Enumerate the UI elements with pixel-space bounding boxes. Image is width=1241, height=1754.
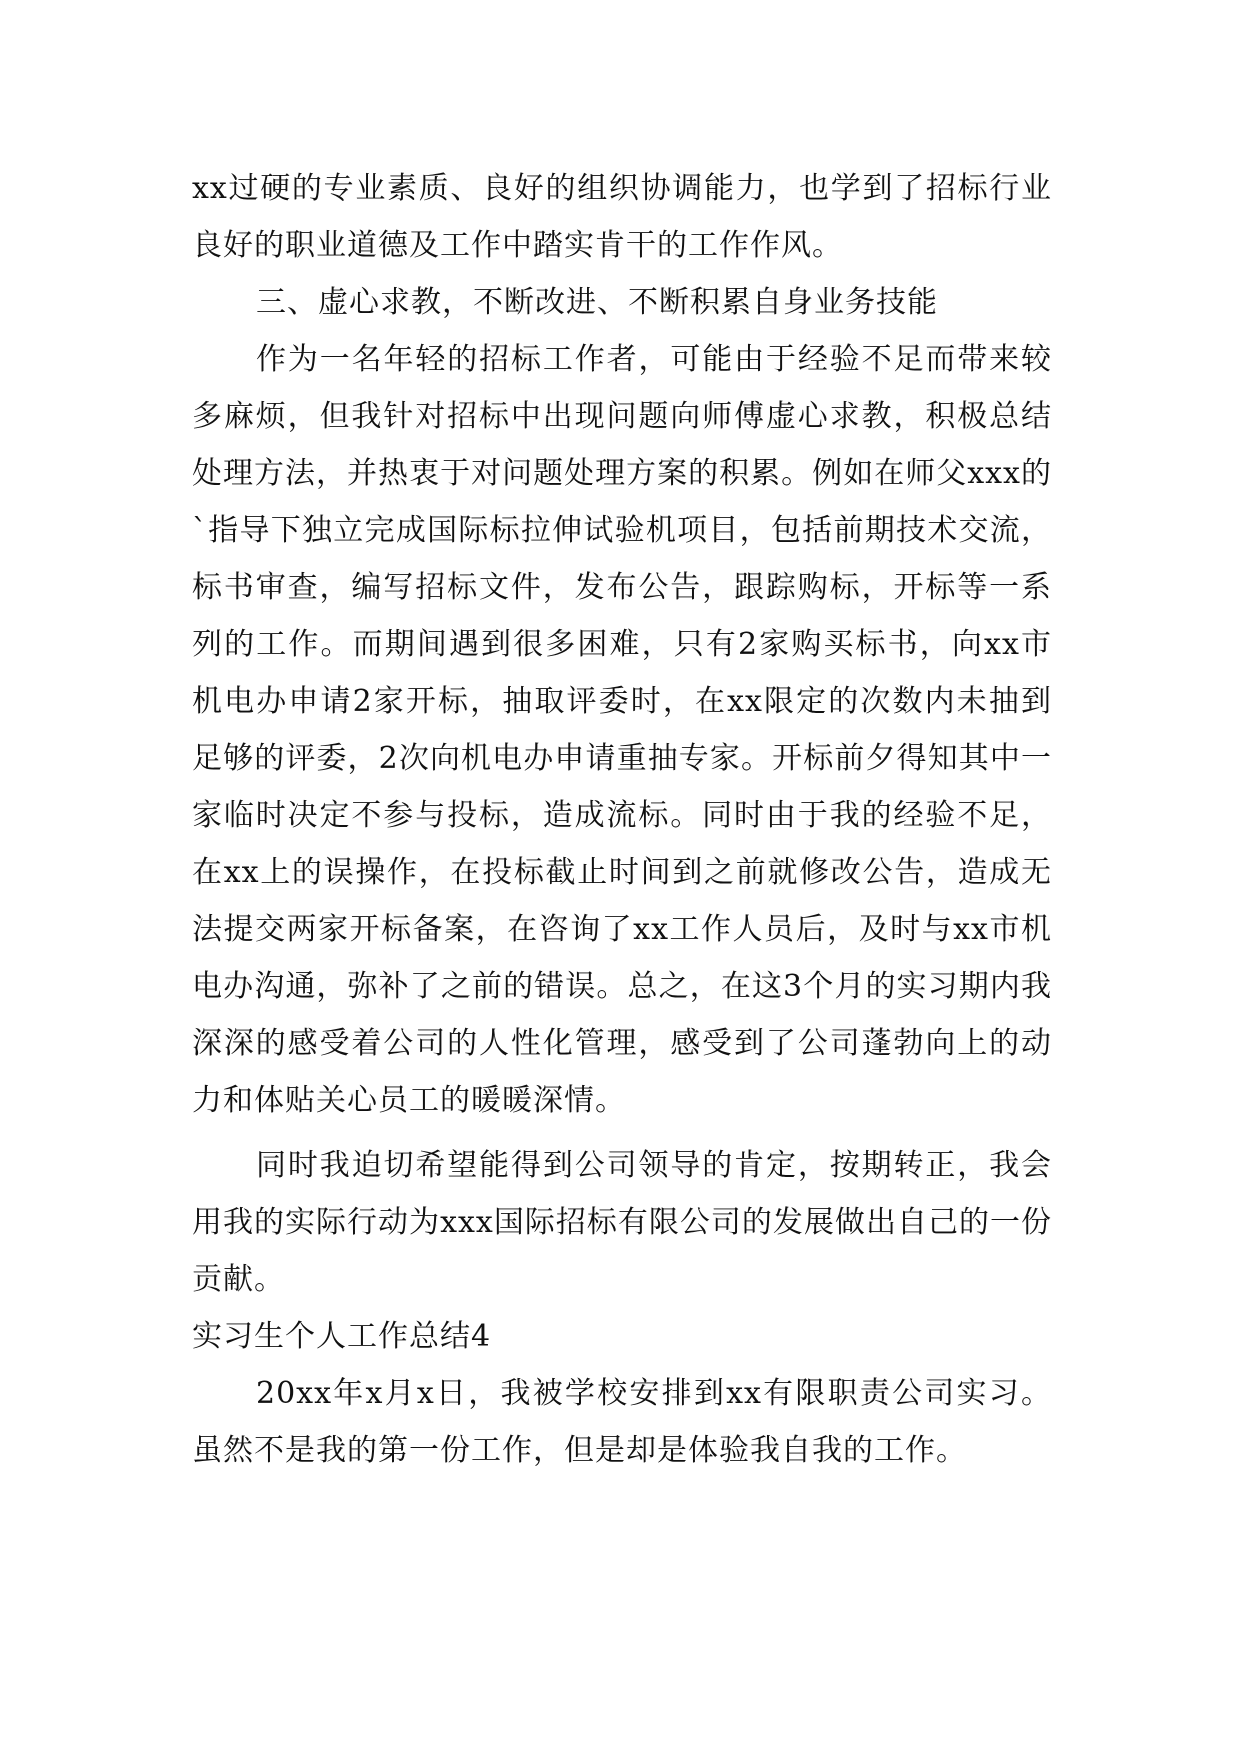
document-body: [192, 160, 1052, 1479]
paragraph-closing: 同时我迫切希望能得到公司领导的肯定，按期转正，我会用我的实际行动为xxx国际招标有限公司的发展做出自己的一份贡献。: [192, 1148, 1052, 1297]
paragraph-intro: 20xx年x月x日，我被学校安排到xx有限职责公司实习。虽然不是我的第一份工作，但是却是体验我自我的工作。: [192, 1376, 1052, 1468]
paragraph-continuation: xx过硬的专业素质、良好的组织协调能力，也学到了招标行业良好的职业道德及工作中踏实肯干的工作作风。: [192, 171, 1052, 263]
section-heading: 三、虚心求教，不断改进、不断积累自身业务技能: [256, 285, 938, 320]
paragraph-body: 作为一名年轻的招标工作者，可能由于经验不足而带来较多麻烦，但我针对招标中出现问题向师傅虚心求教，积极总结处理方法，并热衷于对问题处理方案的积累。例如在师父xxx的`指导下独立完成国际标拉伸试验机项目，包括前期技术交流，标书审查，编写招标文件，发布公告，跟踪购标，开标等一系列的工作。而期间遇到很多困难，只有2家购买标书，向xx市机电办申请2家开标，抽取评委时，在xx限定的次数内未抽到足够的评委，2次向机电办申请重抽专家。开标前夕得知其中一家临时决定不参与投标，造成流标。同时由于我的经验不足，在xx上的误操作，在投标截止时间到之前就修改公告，造成无法提交两家开标备案，在咨询了xx工作人员后，及时与xx市机电办沟通，弥补了之前的错误。总之，在这3个月的实习期内我深深的感受着公司的人性化管理，感受到了公司蓬勃向上的动力和体贴关心员工的暖暖深情。: [192, 342, 1052, 1118]
document-title: 实习生个人工作总结4: [192, 1319, 492, 1354]
